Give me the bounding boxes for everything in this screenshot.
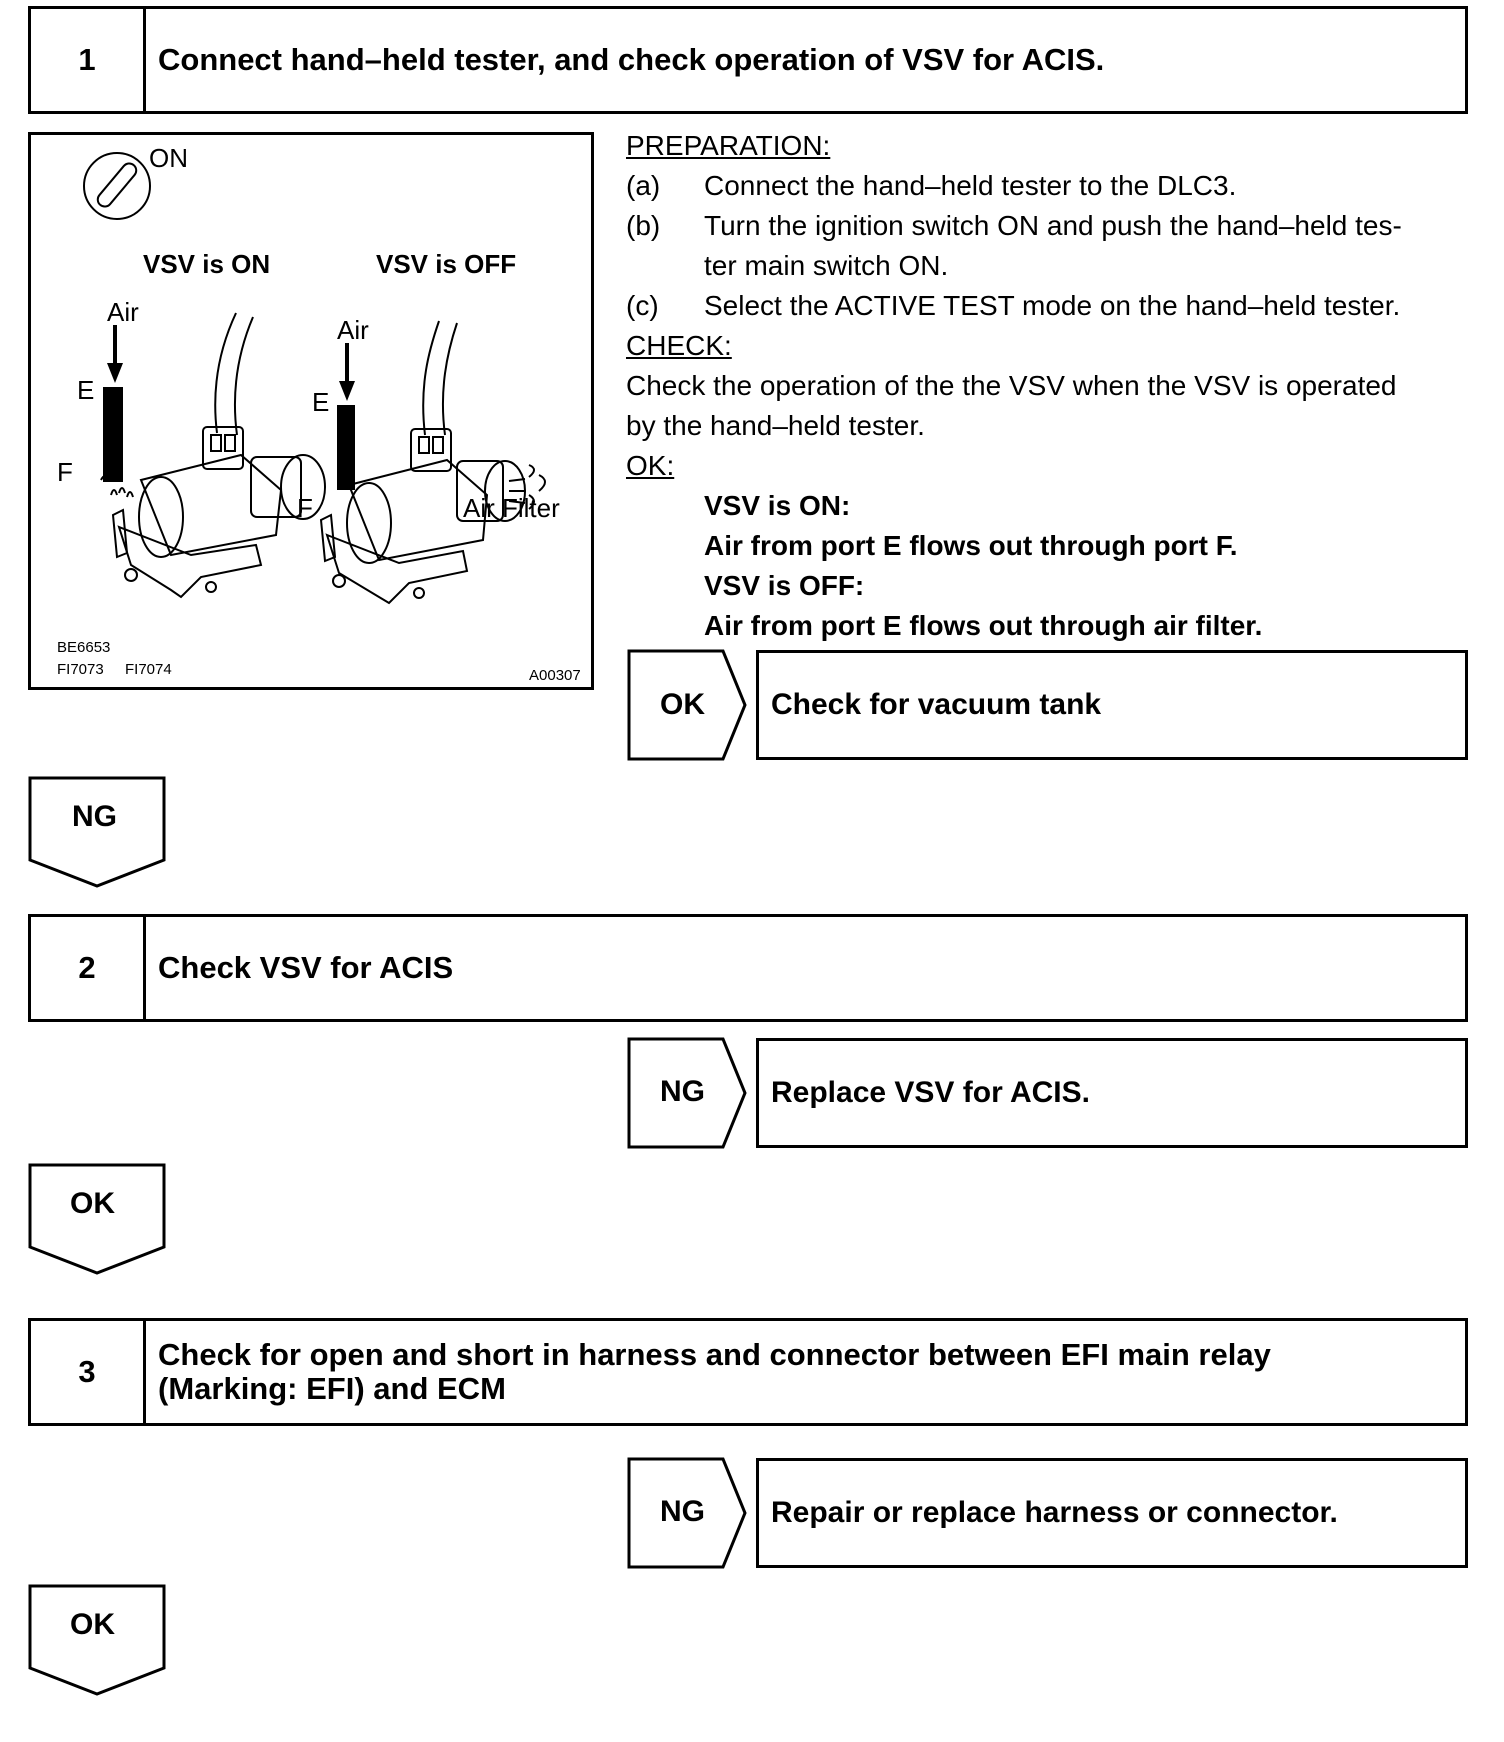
step-text xyxy=(704,206,1476,286)
step-number: 2 xyxy=(31,917,146,1019)
vsv-drawing xyxy=(31,135,591,687)
figure-code: A00307 xyxy=(529,667,581,684)
vsv-off-title: VSV is OFF xyxy=(376,249,517,279)
ng-tag-label: NG xyxy=(660,1075,705,1108)
step-number: 1 xyxy=(31,9,146,111)
result-text: Check for vacuum tank xyxy=(771,688,1102,721)
step-1-header xyxy=(28,6,1468,114)
port-e-left: E xyxy=(77,375,95,405)
prep-step-a xyxy=(626,166,1476,206)
step-text-line: Turn the ignition switch ON and push the hand–held tes- xyxy=(704,210,1402,241)
figure-code: BE6653 xyxy=(57,639,111,656)
air-arrow-right xyxy=(337,343,355,490)
result-repair-harness xyxy=(756,1458,1468,1568)
instructions xyxy=(626,126,1476,646)
prep-step-b xyxy=(626,206,1476,286)
step-number: 3 xyxy=(31,1321,146,1423)
air-label-right: Air xyxy=(337,315,369,345)
check-heading: CHECK: xyxy=(626,330,732,361)
vsv-on-drawing xyxy=(101,313,325,597)
step-title: Check VSV for ACIS xyxy=(158,950,454,985)
step-text: Connect the hand–held tester to the DLC3. xyxy=(704,170,1237,201)
ok-down-label: OK xyxy=(70,1187,115,1220)
step-marker: (c) xyxy=(626,290,659,321)
air-filter-label: Air Filter xyxy=(463,493,560,523)
ok-line: VSV is OFF: xyxy=(704,570,865,601)
result-replace-vsv xyxy=(756,1038,1468,1148)
ok-heading: OK: xyxy=(626,450,675,481)
step-title-line: Check for open and short in harness and connector between EFI main relay xyxy=(158,1337,1271,1372)
ng-down-label: NG xyxy=(72,800,117,833)
check-line: by the hand–held tester. xyxy=(626,410,925,441)
prep-step-c xyxy=(626,286,1476,326)
air-arrow-left xyxy=(103,325,123,482)
result-vacuum-tank xyxy=(756,650,1468,760)
step-3-header xyxy=(28,1318,1468,1426)
step-title xyxy=(146,1321,1465,1423)
port-e-right: E xyxy=(312,387,330,417)
ignition-switch-icon xyxy=(84,153,150,219)
step-text-line: ter main switch ON. xyxy=(704,250,949,281)
step-2-header xyxy=(28,914,1468,1022)
ng-tag-label: NG xyxy=(660,1495,705,1528)
port-f-left: F xyxy=(57,457,73,487)
step-title-line: (Marking: EFI) and ECM xyxy=(158,1371,506,1406)
ok-line: Air from port E flows out through air filter. xyxy=(704,610,1263,641)
result-text: Repair or replace harness or connector. xyxy=(771,1496,1338,1529)
figure-code: FI7073 xyxy=(57,661,104,678)
ok-tag-label: OK xyxy=(660,688,705,721)
preparation-heading: PREPARATION: xyxy=(626,130,831,161)
vsv-illustration xyxy=(28,132,594,690)
vsv-on-title: VSV is ON xyxy=(143,249,271,279)
step-text: Select the ACTIVE TEST mode on the hand–held tester. xyxy=(704,290,1401,321)
ok-line: VSV is ON: xyxy=(704,490,851,521)
figure-code: FI7074 xyxy=(125,661,172,678)
result-text: Replace VSV for ACIS. xyxy=(771,1076,1090,1109)
air-label-left: Air xyxy=(107,297,139,327)
port-f-right: F xyxy=(297,493,313,523)
step-marker: (a) xyxy=(626,170,661,201)
ok-line: Air from port E flows out through port F. xyxy=(704,530,1238,561)
step-title: Connect hand–held tester, and check operation of VSV for ACIS. xyxy=(158,42,1105,77)
step-marker: (b) xyxy=(626,210,661,241)
switch-on-label: ON xyxy=(149,143,188,173)
ok-down-label: OK xyxy=(70,1608,115,1641)
check-line: Check the operation of the the VSV when the VSV is operated xyxy=(626,370,1397,401)
